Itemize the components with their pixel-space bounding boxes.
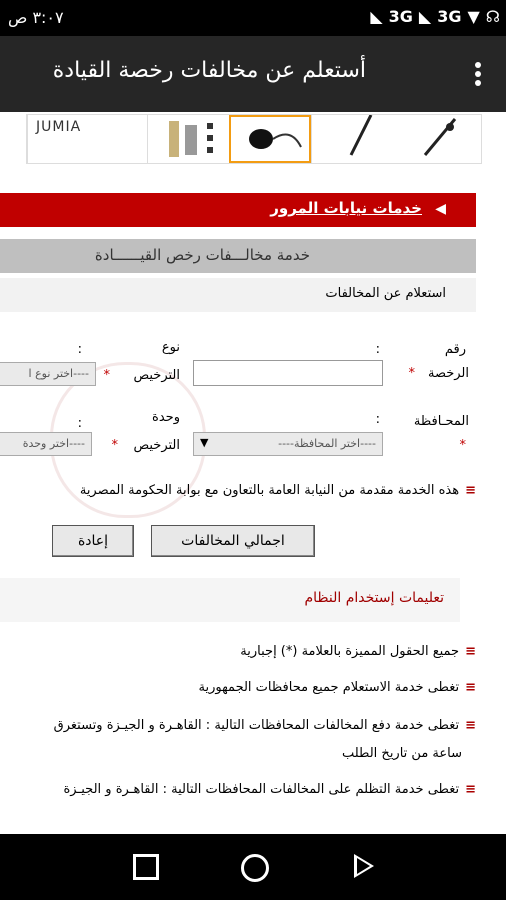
recent-apps-icon[interactable] (133, 854, 159, 880)
cable-image-icon (311, 115, 395, 161)
wifi-icon: ▼ (467, 7, 480, 26)
navigation-bar (0, 834, 506, 900)
instructions-header (0, 578, 460, 622)
required-star-1: * (408, 366, 415, 381)
unit-label-1: وحدة (152, 410, 180, 425)
inquiry-label: استعلام عن المخالفات (325, 286, 446, 301)
signal-icon: ◣ (370, 7, 383, 26)
instruction-item (63, 782, 476, 797)
service-header (0, 239, 476, 273)
expand-arrow-icon: ◀ (435, 201, 446, 217)
governorate-select[interactable] (193, 432, 383, 456)
license-number-label-1: رقم (444, 342, 466, 357)
chevron-down-icon: ▼ (200, 436, 209, 449)
governorate-selected-text: ----اختر المحافظة---- (278, 437, 376, 450)
status-time: ٣:٠٧ ص (8, 8, 64, 27)
inquiry-header (0, 278, 476, 312)
license-number-label-2: الرخصة (427, 366, 469, 381)
service-note-text: هذه الخدمة مقدمة من النيابة العامة بالتعاون مع بوابة الحكومة المصرية (79, 483, 460, 498)
back-icon[interactable] (354, 854, 374, 878)
traffic-services-header[interactable] (0, 193, 476, 227)
traffic-services-link[interactable]: خدمات نيابات المرور (270, 199, 422, 217)
colon-1: : (375, 342, 380, 357)
instruction-text: ساعة من تاريخ الطلب (341, 746, 462, 761)
total-violations-button[interactable]: اجمالي المخالفات (151, 525, 315, 557)
home-icon[interactable] (241, 854, 269, 882)
reset-button[interactable]: إعادة (52, 525, 134, 557)
instruction-item-continuation (342, 746, 462, 761)
colon-3: : (375, 412, 380, 427)
license-type-select[interactable]: ----اختر نوع ا (0, 362, 96, 386)
ad-cell-product-2[interactable] (229, 115, 311, 163)
signal-icon-2: ◣ (418, 7, 432, 26)
service-note (80, 483, 476, 498)
app-bar (0, 36, 506, 112)
bullet-icon: ≡ (465, 483, 476, 498)
jumia-logo: JUMIA (36, 119, 82, 135)
required-star-4: * (111, 438, 118, 453)
page-content (0, 112, 506, 834)
colon-4: : (77, 416, 82, 431)
headset-icon: ☊ (485, 7, 500, 26)
network-type-2: 3G (437, 7, 462, 26)
instruction-item (198, 680, 476, 695)
license-number-input[interactable] (193, 360, 383, 386)
bullet-icon: ≡ (465, 718, 476, 733)
lapel-mic-image-icon (395, 115, 481, 161)
instruction-text: تغطى خدمة الاستعلام جميع محافظات الجمهورية (198, 680, 460, 695)
unit-label-2: الترخيص (133, 438, 180, 453)
instruction-text: جميع الحقول المميزة بالعلامة (*) إجبارية (240, 644, 460, 659)
unit-select[interactable]: ----اختر وحدة (0, 432, 92, 456)
license-type-label-2: الترخيص (133, 368, 180, 383)
instruction-text: تغطى خدمة التظلم على المخالفات المحافظات التالية : القاهـرة و الجيـزة (63, 782, 460, 797)
status-icons (370, 7, 500, 26)
ad-cell-product-1[interactable] (147, 115, 229, 163)
overflow-menu-icon[interactable] (468, 62, 488, 90)
earphone-image-icon (231, 117, 309, 161)
ad-banner[interactable] (26, 114, 482, 164)
required-star-2: * (103, 368, 110, 383)
instructions-title: تعليمات إستخدام النظام (304, 590, 444, 606)
instruction-item (240, 644, 476, 659)
ad-cell-product-3[interactable] (311, 115, 395, 163)
microphone-image-icon (159, 115, 229, 161)
ad-cell-product-4[interactable] (395, 115, 481, 163)
governorate-label: المحـافظة (413, 414, 469, 429)
app-title: أستعلم عن مخالفات رخصة القيادة (52, 58, 366, 83)
required-star-3: * (459, 438, 466, 453)
service-title: خدمة مخالـــفات رخص القيــــــادة (94, 246, 310, 264)
network-type-1: 3G (388, 7, 413, 26)
bullet-icon: ≡ (465, 644, 476, 659)
status-bar (0, 0, 506, 36)
license-type-label-1: نوع (161, 340, 180, 355)
bullet-icon: ≡ (465, 782, 476, 797)
bullet-icon: ≡ (465, 680, 476, 695)
colon-2: : (77, 342, 82, 357)
instruction-item (54, 718, 476, 733)
instruction-text: تغطى خدمة دفع المخالفات المحافظات التالية : القاهـرة و الجيـزة وتستغرق (53, 718, 460, 733)
ad-cell-jumia[interactable] (27, 115, 147, 163)
